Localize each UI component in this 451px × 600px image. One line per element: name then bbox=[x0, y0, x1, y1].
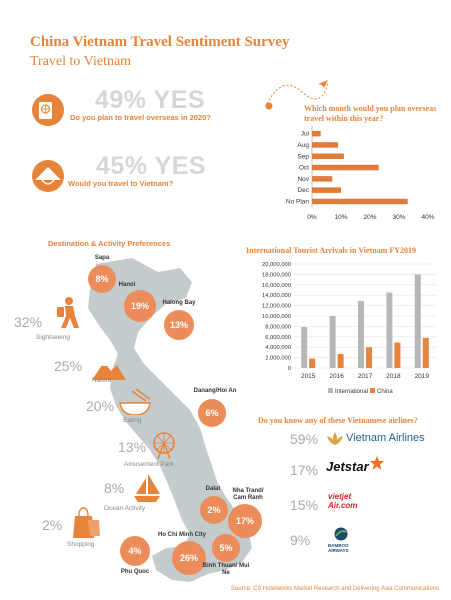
month-bar bbox=[312, 176, 332, 182]
arrivals-chart-title: International Tourist Arrivals in Vietnam FY2019 bbox=[246, 246, 417, 255]
month-tick-label: 0% bbox=[307, 214, 317, 220]
arrivals-legend-label: International bbox=[335, 389, 369, 395]
arrivals-y-tick-label: 18,000,000 bbox=[261, 272, 291, 279]
globe-passport-icon bbox=[30, 92, 66, 128]
activity-pct: 13% bbox=[118, 439, 147, 455]
arrivals-y-tick-label: 12,000,000 bbox=[261, 303, 291, 310]
month-bar bbox=[312, 142, 338, 148]
arrivals-chart bbox=[240, 258, 442, 410]
place-label-binh-thuan: Binh Thuan/ Mui Ne bbox=[202, 563, 250, 576]
arrivals-bar-international bbox=[301, 327, 307, 368]
place-label-danang: Danang/Hoi An bbox=[193, 388, 237, 394]
place-label-ho-chi-minh-city: Ho Chi Minh City bbox=[158, 532, 206, 538]
arrivals-bar-international bbox=[415, 274, 421, 368]
source-note: Source: C9 Hotelworks Market Research and Delivering Asia Communications bbox=[230, 586, 439, 592]
star-icon bbox=[370, 456, 384, 470]
month-bar bbox=[312, 187, 341, 193]
month-category-label: Aug bbox=[297, 141, 309, 149]
arrivals-x-tick-label: 2015 bbox=[300, 373, 316, 380]
arrivals-legend-swatch bbox=[328, 388, 333, 393]
arrivals-bar-international bbox=[330, 316, 336, 368]
place-bubble-hanoi: 19% bbox=[124, 290, 156, 322]
activity-pct: 8% bbox=[104, 480, 125, 496]
place-label-hanoi: Hanoi bbox=[118, 282, 136, 288]
month-tick-label: 40% bbox=[421, 214, 435, 220]
month-bar bbox=[312, 131, 321, 137]
conical-hat-icon bbox=[30, 158, 66, 194]
arrivals-bar-china bbox=[309, 359, 315, 368]
arrivals-x-tick-label: 2018 bbox=[386, 373, 401, 380]
arrivals-x-tick-label: 2016 bbox=[329, 373, 344, 380]
month-bar bbox=[312, 154, 344, 160]
month-category-label: Sep bbox=[297, 153, 309, 161]
arrivals-y-tick-label: 2,000,000 bbox=[265, 355, 291, 362]
shopping-bag-icon bbox=[72, 506, 100, 538]
place-label-nha-trang: Nha Trand/ Cam Ranh bbox=[232, 488, 264, 501]
place-bubble-nha-trang: 17% bbox=[228, 504, 262, 538]
page-title: China Vietnam Travel Sentiment Survey bbox=[30, 34, 290, 50]
activity-label: Ocean Activity bbox=[104, 505, 146, 512]
month-category-label: Dec bbox=[297, 187, 309, 195]
airline-pct: 17% bbox=[290, 462, 319, 478]
airline-pct: 15% bbox=[290, 497, 319, 513]
arrivals-bar-china bbox=[423, 338, 429, 368]
airline-name-jetstar: Jetstar bbox=[326, 459, 369, 474]
activity-label: Shopping bbox=[67, 541, 95, 548]
arrivals-y-tick-label: 6,000,000 bbox=[265, 334, 291, 341]
airline-pct: 59% bbox=[290, 431, 319, 447]
arrivals-legend-swatch bbox=[370, 388, 375, 393]
month-tick-label: 10% bbox=[334, 214, 348, 220]
month-category-label: Nov bbox=[297, 175, 309, 183]
bamboo-logo-icon bbox=[330, 527, 352, 541]
month-chart bbox=[268, 124, 448, 220]
bowl-icon bbox=[118, 389, 152, 415]
activity-label: Amusement Park bbox=[124, 461, 174, 468]
place-label-dalat: Dalat bbox=[205, 486, 221, 492]
arrivals-bar-china bbox=[338, 354, 344, 368]
hiker-icon bbox=[49, 296, 83, 330]
airline-pct: 9% bbox=[290, 532, 311, 548]
arrivals-y-tick-label: 16,000,000 bbox=[261, 282, 291, 289]
sailboat-icon bbox=[134, 474, 160, 502]
arrivals-bar-international bbox=[358, 301, 364, 368]
month-bar bbox=[312, 199, 408, 205]
lotus-icon bbox=[326, 432, 344, 446]
stat-travel-overseas-question: Do you plan to travel overseas in 2020? bbox=[70, 113, 211, 122]
place-bubble-ho-chi-minh-city: 26% bbox=[172, 541, 206, 575]
activity-label: Nature bbox=[92, 377, 112, 384]
activity-pct: 2% bbox=[42, 517, 63, 533]
arrivals-bar-china bbox=[394, 343, 400, 368]
airline-name-vietnam-airlines: Vietnam Airlines bbox=[346, 432, 425, 444]
activity-label: Sightseeing bbox=[36, 334, 70, 341]
place-bubble-dalat: 2% bbox=[200, 496, 228, 524]
page-subtitle: Travel to Vietnam bbox=[30, 54, 132, 69]
month-category-label: No Plan bbox=[285, 198, 309, 206]
arrivals-y-tick-label: 10,000,000 bbox=[261, 314, 291, 320]
month-tick-label: 30% bbox=[392, 214, 406, 220]
activity-pct: 20% bbox=[86, 398, 115, 414]
stat-travel-vietnam-value: 45% YES bbox=[96, 152, 207, 180]
arrivals-y-tick-label: 14,000,000 bbox=[261, 293, 291, 300]
activity-label: Eating bbox=[123, 417, 142, 424]
month-tick-label: 20% bbox=[363, 214, 377, 220]
arrivals-bar-china bbox=[366, 347, 372, 368]
place-bubble-halong-bay: 13% bbox=[164, 310, 194, 340]
stat-travel-overseas-value: 49% YES bbox=[95, 86, 206, 114]
stat-travel-vietnam-question: Would you travel to Vietnam? bbox=[68, 179, 174, 188]
place-label-halong-bay: Halong Bay bbox=[162, 300, 196, 306]
activity-pct: 25% bbox=[54, 358, 83, 374]
arrivals-y-tick-label: 20,000,000 bbox=[261, 262, 291, 268]
ferris-wheel-icon bbox=[150, 431, 178, 459]
place-label-phu-quoc: Phu Quoc bbox=[120, 569, 150, 575]
arrivals-y-tick-label: 4,000,000 bbox=[265, 345, 291, 352]
airline-name-bamboo: BAMBOO AIRWAYS bbox=[328, 543, 349, 553]
activity-pct: 32% bbox=[14, 314, 43, 330]
place-bubble-binh-thuan: 5% bbox=[212, 534, 240, 562]
arrivals-x-tick-label: 2017 bbox=[357, 373, 373, 380]
place-bubble-danang: 6% bbox=[198, 399, 226, 427]
month-category-label: Jul bbox=[300, 130, 309, 138]
month-category-label: Oct bbox=[298, 164, 309, 172]
arrivals-y-tick-label: 0 bbox=[287, 366, 291, 372]
place-label-sapa: Sapa bbox=[94, 255, 110, 261]
airline-name-vietjet: vietjet Air.com bbox=[328, 492, 358, 510]
airlines-title: Do you know any of these Vietnamese airlines? bbox=[258, 416, 418, 425]
place-bubble-sapa: 8% bbox=[88, 265, 116, 293]
month-bar bbox=[312, 165, 379, 171]
arrivals-legend-label: China bbox=[377, 389, 393, 395]
place-bubble-phu-quoc: 4% bbox=[120, 536, 150, 566]
arrivals-x-tick-label: 2019 bbox=[414, 373, 430, 380]
destinations-title: Destination & Activity Preferences bbox=[48, 239, 171, 248]
arrivals-y-tick-label: 8,000,000 bbox=[265, 324, 291, 331]
arrivals-bar-international bbox=[386, 293, 392, 368]
month-chart-title: Which month would you plan overseas travel within this year? bbox=[304, 104, 437, 123]
